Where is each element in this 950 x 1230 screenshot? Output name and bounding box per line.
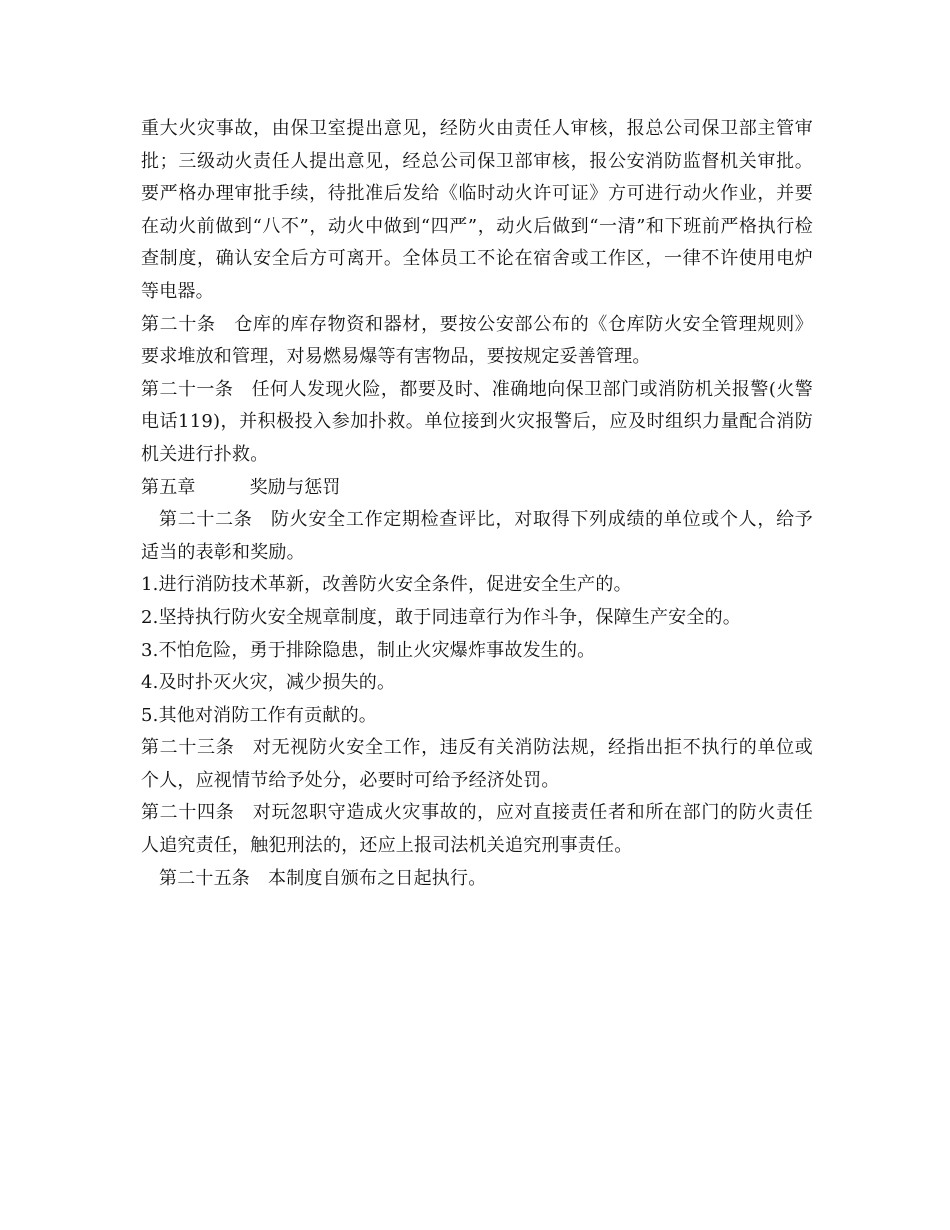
list-item-text: 4.及时扑灭火灾，减少损失的。 [141, 672, 396, 694]
list-item-text: 3.不怕危险，勇于排除隐患，制止火灾爆炸事故发生的。 [141, 639, 596, 661]
article-label: 第二十三条 [141, 737, 235, 759]
list-item [141, 569, 813, 602]
article-22 [141, 504, 813, 569]
list-item-text: 5.其他对消防工作有贡献的。 [141, 704, 377, 726]
article-text: 任何人发现火险，都要及时、准确地向保卫部门或消防机关报警(火警电话119)，并积极投入参加扑救。单位接到火灾报警后，应及时组织力量配合消防机关进行扑救。 [141, 378, 813, 465]
article-text: 本制度自颁布之日起执行。 [268, 867, 487, 889]
article-label: 第二十一条 [141, 378, 234, 400]
list-item [141, 635, 813, 668]
paragraph-text: 重大火灾事故，由保卫室提出意见，经防火由责任人审核，报总公司保卫部主管审批；三级动火责任人提出意见，经总公司保卫部审核，报公安消防监督机关审批。要严格办理审批手续，待批准后发给《临时动火许可证》方可进行动火作业，并要在动火前做到“八不”，动火中做到“四严”，动火后做到“一清”和下班前严格执行检查制度，确认安全后方可离开。全体员工不论在宿舍或工作区，一律不许使用电炉等电器。 [141, 118, 813, 302]
chapter-label: 第五章 [141, 476, 196, 498]
chapter-title: 奖励与惩罚 [249, 476, 341, 498]
list-item [141, 700, 813, 733]
article-21 [141, 374, 813, 472]
article-20 [141, 309, 813, 374]
chapter-heading [141, 472, 813, 505]
list-item [141, 667, 813, 700]
list-item-text: 2.坚持执行防火安全规章制度，敢于同违章行为作斗争，保障生产安全的。 [141, 606, 741, 628]
list-item-text: 1.进行消防技术革新，改善防火安全条件，促进安全生产的。 [141, 574, 632, 596]
article-25 [141, 863, 813, 896]
article-label: 第二十五条 [159, 867, 250, 889]
article-label: 第二十条 [141, 313, 216, 335]
article-text: 对玩忽职守造成火灾事故的，应对直接责任者和所在部门的防火责任人追究责任，触犯刑法的，还应上报司法机关追究刑事责任。 [141, 802, 814, 857]
list-item [141, 602, 813, 635]
article-23 [141, 732, 813, 797]
article-label: 第二十二条 [159, 509, 253, 531]
paragraph-fire-approval [141, 113, 813, 309]
article-text: 对无视防火安全工作，违反有关消防法规，经指出拒不执行的单位或个人，应视情节给予处分，必要时可给予经济处罚。 [141, 737, 814, 791]
article-text: 防火安全工作定期检查评比，对取得下列成绩的单位或个人，给予适当的表彰和奖励。 [141, 509, 814, 563]
document-body [141, 113, 813, 895]
article-24 [141, 797, 813, 862]
article-text: 仓库的库存物资和器材，要按公安部公布的《仓库防火安全管理规则》要求堆放和管理，对易燃易爆等有害物品，要按规定妥善管理。 [141, 313, 813, 368]
article-label: 第二十四条 [141, 802, 235, 824]
